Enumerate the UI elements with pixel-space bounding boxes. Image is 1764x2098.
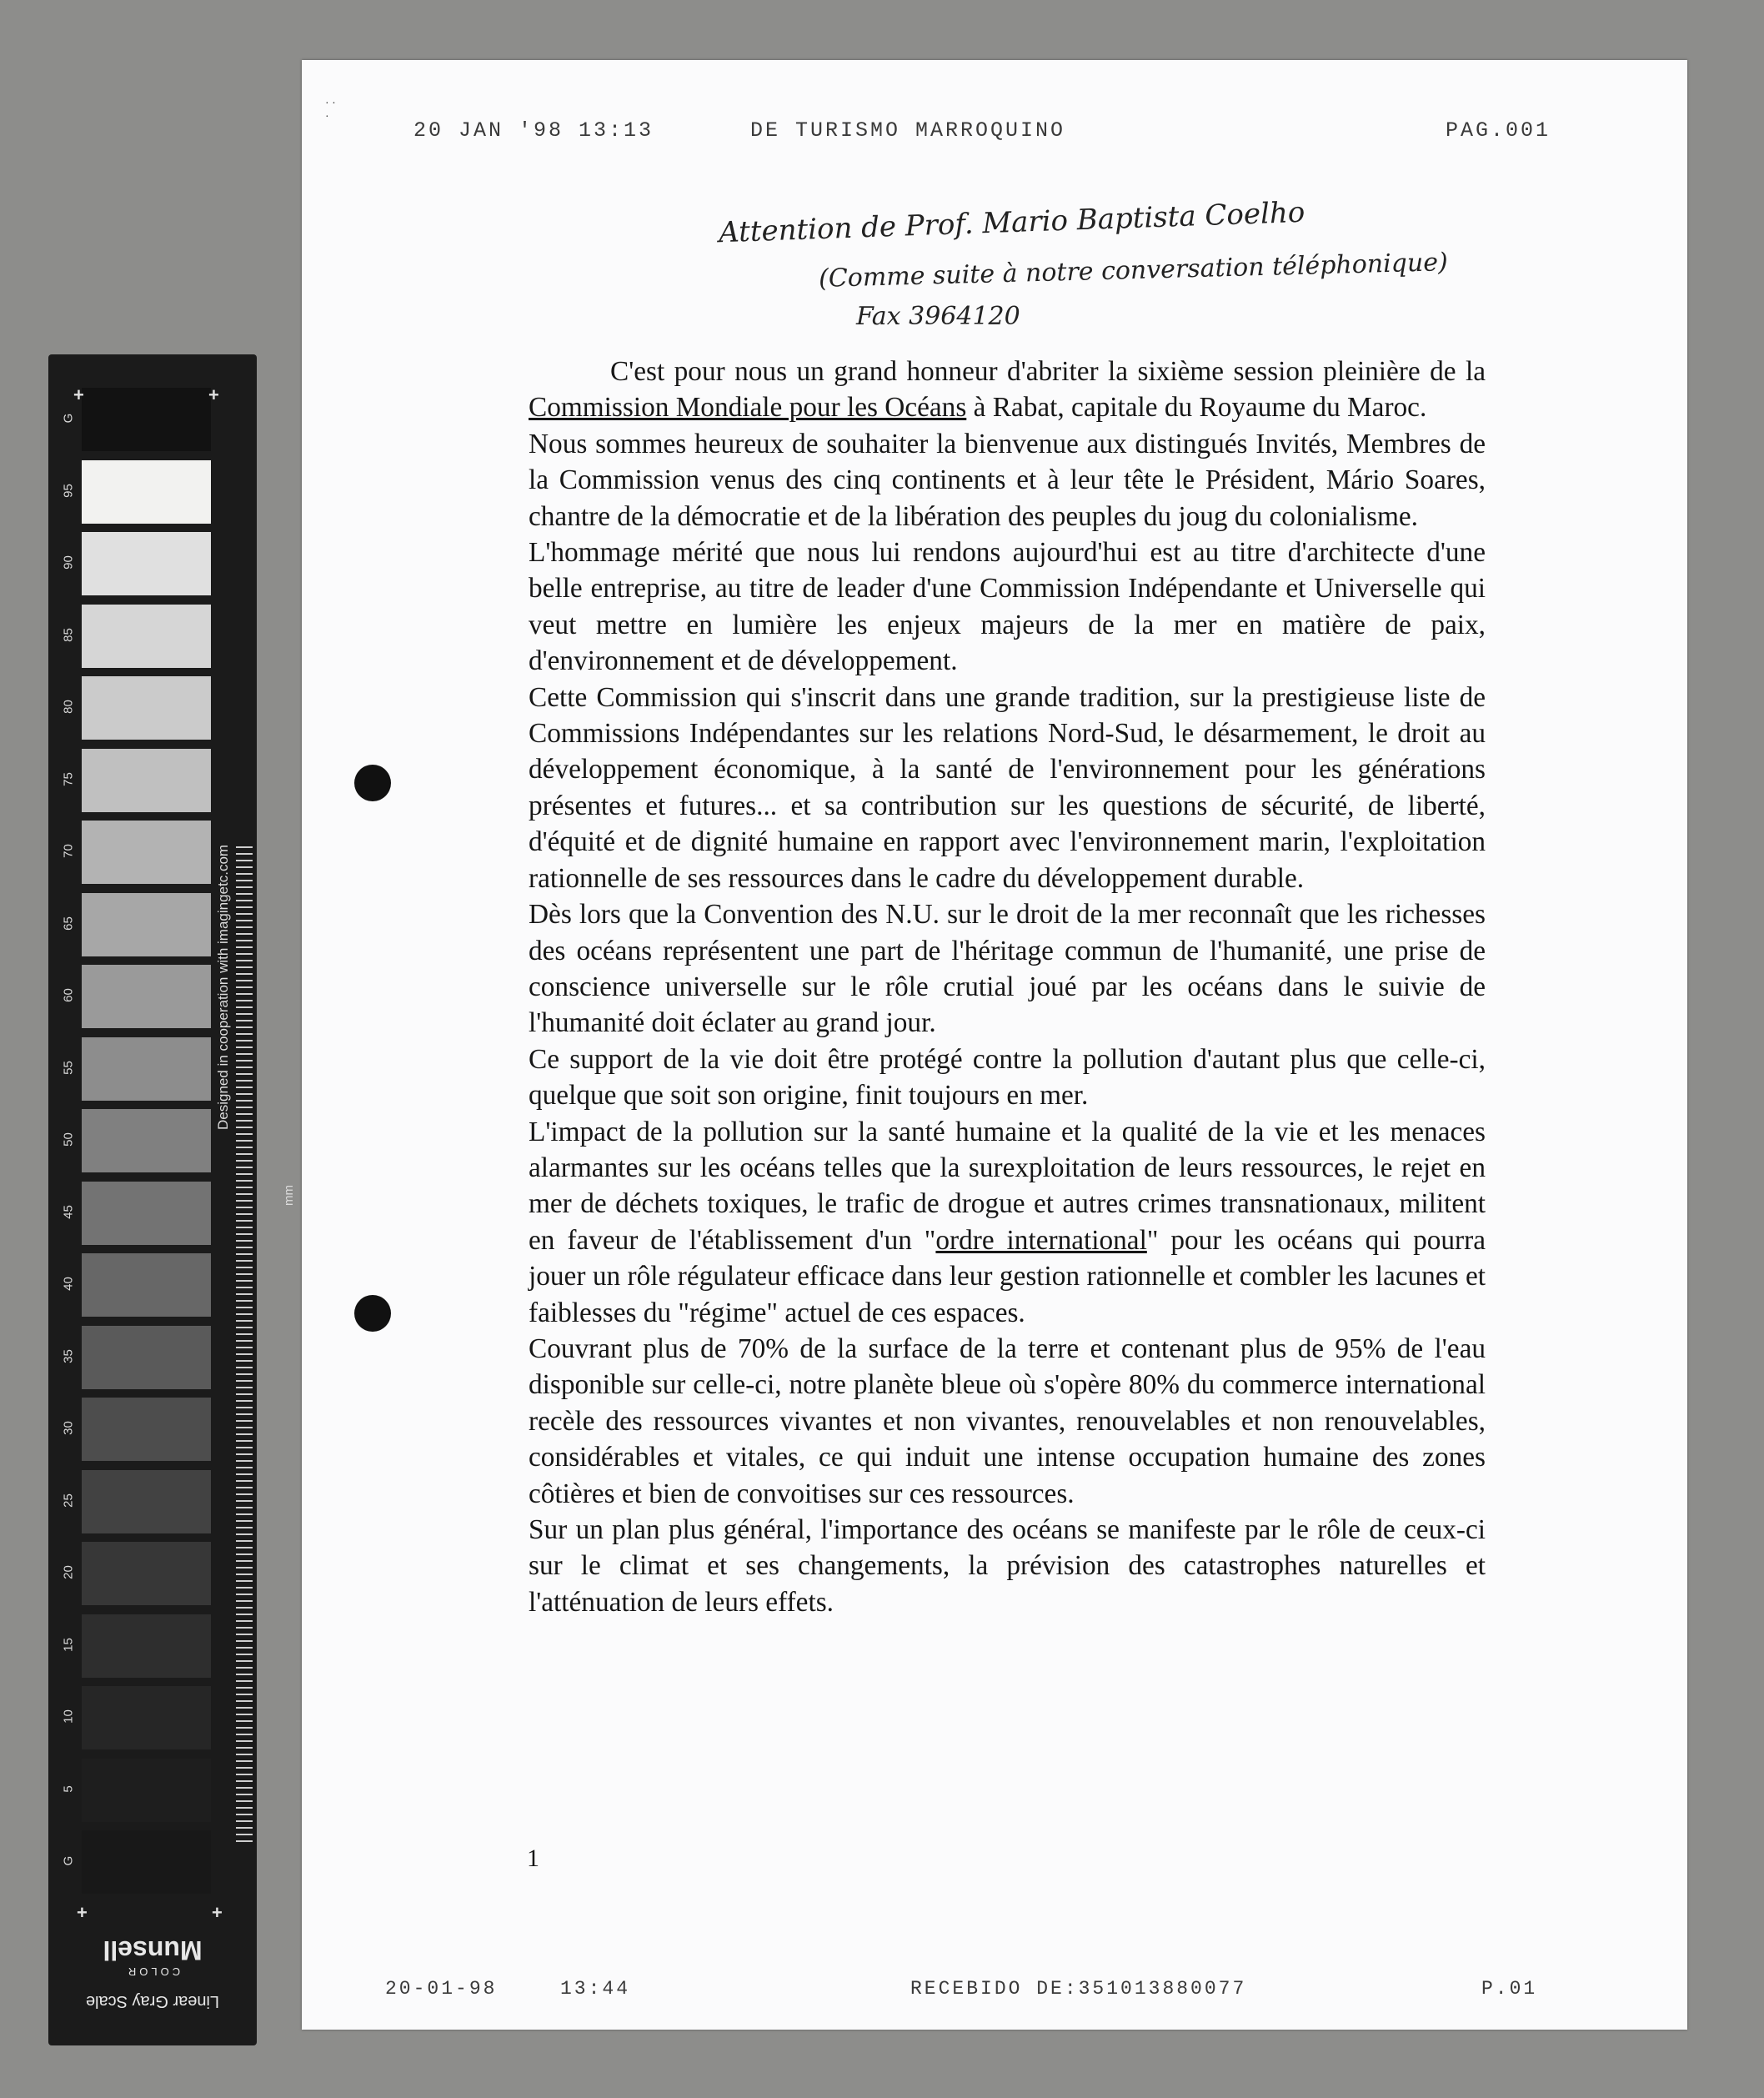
paragraph: Nous sommes heureux de souhaiter la bienvenue aux distingués Invités, Membres de la Commission venus des cinq continents et à leur tête le Président, Mário Soares, chantre de la démocratie et de la libération des peuples du joug du colonialisme. <box>529 428 1486 532</box>
brand-name: Munsell <box>103 1935 203 1965</box>
plus-mark: + <box>73 384 84 405</box>
page-number: 1 <box>527 1845 539 1872</box>
gray-patch <box>82 1326 211 1389</box>
gray-patch <box>82 893 211 956</box>
gray-scale-label: 5 <box>61 1784 76 1793</box>
scale-name: Linear Gray Scale <box>85 1992 220 2010</box>
fax-footer-received: RECEBIDO DE:351013880077 <box>910 1978 1247 2000</box>
paragraph: L'hommage mérité que nous lui rendons aujourd'hui est au titre d'architecte d'une belle entreprise, au titre de leader d'une Commission Indépendante et Universelle qui veut mettre en lumière les enjeux majeurs de la mer en matière de paix, d'environnement et de développement. <box>529 537 1486 677</box>
gray-patch <box>82 605 211 668</box>
gray-scale-label: 70 <box>61 844 76 858</box>
gray-patch <box>82 1542 211 1605</box>
gray-patch <box>82 1182 211 1245</box>
fax-header-page: PAG.001 <box>1446 118 1551 143</box>
gray-scale-label: 55 <box>61 1060 76 1075</box>
gray-scale-label: 20 <box>61 1565 76 1579</box>
text: " pour les océans qui pourra jouer un rôle régulateur efficace dans leur gestion rationnelle et combler les lacunes et faiblesses du "régime" actuel de ces espaces. <box>529 1224 1486 1328</box>
gray-patch <box>82 1398 211 1461</box>
handwritten-attention: Attention de Prof. Mario Baptista Coelho <box>718 195 1305 250</box>
handwritten-fax: Fax 3964120 <box>856 302 1020 331</box>
gray-patch <box>82 965 211 1028</box>
gray-scale-label: 95 <box>61 483 76 498</box>
designed-credit: Designed in cooperation with imagingetc.com <box>215 844 231 1130</box>
gray-scale-strip <box>48 354 296 2045</box>
gray-scale-label: 15 <box>61 1637 76 1652</box>
paragraph: Cette Commission qui s'inscrit dans une grande tradition, sur la prestigieuse liste de Commissions Indépendantes sur les relations Nord-Sud, le désarmement, le droit au développement économique, à la santé de l'environnement pour les générations présentes et futures... et sa contribution sur les questions de sécurité, de liberté, d'équité et de dignité humaine en rapport avec l'environnement marin, l'exploitation rationnelle de ses ressources dans le cadre du développement durable. <box>529 681 1486 894</box>
gray-patch <box>82 676 211 740</box>
fax-header-sender: DE TURISMO MARROQUINO <box>750 118 1066 143</box>
munsell-brand <box>69 1935 236 2010</box>
gray-scale-label: G <box>61 1855 76 1866</box>
paragraph <box>529 354 1486 426</box>
gray-patch <box>82 1109 211 1172</box>
text: L'impact de la pollution sur la santé humaine et la qualité de la vie et les menaces alarmantes sur les océans telles que la surexploitation de leurs ressources, le rejet en mer de déchets toxiques, le trafic de drogue et autres crimes transnationaux, militent en faveur de l'établissement d'un " <box>529 1116 1486 1256</box>
punch-hole <box>354 765 391 801</box>
handwritten-note: (Comme suite à notre conversation téléphonique) <box>818 248 1449 294</box>
gray-patch <box>82 1037 211 1101</box>
text: C'est pour nous un grand honneur d'abriter la sixième session pleinière de la <box>610 356 1486 387</box>
gray-scale-label: 60 <box>61 988 76 1002</box>
gray-patch <box>82 1759 211 1822</box>
gray-patch <box>82 1686 211 1749</box>
gray-scale-label: 90 <box>61 555 76 570</box>
brand-sub: COLOR <box>124 1965 181 1978</box>
paragraph: Couvrant plus de 70% de la surface de la terre et contenant plus de 95% de l'eau disponible sur celle-ci, notre planète bleue où s'opère 80% du commerce international recèle des ressources vivantes et non vivantes, renouvelables et non renouvelables, considérables et vitales, ce qui induit une intense occupation humaine des zones côtières et bien de convoitises sur ces ressources. <box>529 1333 1486 1509</box>
gray-scale-label: 35 <box>61 1348 76 1363</box>
gray-patch <box>82 821 211 884</box>
gray-scale-label: 40 <box>61 1277 76 1291</box>
underlined-text: ordre international <box>935 1224 1147 1256</box>
gray-patch <box>82 1830 211 1894</box>
gray-scale-label: 30 <box>61 1421 76 1435</box>
plus-mark: + <box>77 1902 88 1923</box>
gray-patch <box>82 388 211 451</box>
gray-patches <box>82 388 211 1903</box>
gray-patch <box>82 532 211 595</box>
letter-body <box>529 354 1486 1620</box>
plus-mark: + <box>212 1902 223 1923</box>
gray-scale-label: 50 <box>61 1132 76 1147</box>
paragraph: Ce support de la vie doit être protégé contre la pollution d'autant plus que celle-ci, quelque que soit son origine, finit toujours en mer. <box>529 1043 1486 1112</box>
paragraph: Sur un plan plus général, l'importance des océans se manifeste par le rôle de ceux-ci sur le climat et ses changements, la prévision des catastrophes naturelles et l'atténuation de leurs effets. <box>529 1514 1486 1618</box>
gray-scale-label: G <box>61 413 76 424</box>
plus-mark: + <box>208 384 219 405</box>
gray-scale-label: 10 <box>61 1709 76 1724</box>
fax-footer-date: 20-01-98 <box>385 1978 498 2000</box>
punch-hole <box>354 1295 391 1332</box>
gray-scale-label: 80 <box>61 700 76 714</box>
paragraph: Dès lors que la Convention des N.U. sur le droit de la mer reconnaît que les richesses des océans représentent une part de l'héritage commun de l'humanité, une prise de conscience universelle sur le rôle crutial joué par les océans dans le suivie de l'humanité doit éclater au grand jour. <box>529 899 1486 1039</box>
scan-marks: · · · <box>325 98 336 123</box>
gray-scale-label: 85 <box>61 627 76 642</box>
gray-scale-label: 25 <box>61 1493 76 1508</box>
fax-footer-time: 13:44 <box>560 1978 631 2000</box>
gray-scale-label: 45 <box>61 1204 76 1219</box>
gray-patch <box>82 1470 211 1533</box>
text: à Rabat, capitale du Royaume du Maroc. <box>966 392 1427 424</box>
gray-patch <box>82 1614 211 1678</box>
mm-ruler <box>236 846 253 1847</box>
mm-label: mm <box>282 1185 296 1206</box>
fax-header-date: 20 JAN '98 13:13 <box>413 118 654 143</box>
gray-patch <box>82 460 211 524</box>
fax-page <box>302 60 1687 2030</box>
paragraph <box>529 1114 1486 1331</box>
gray-scale-label: 65 <box>61 916 76 931</box>
gray-patch <box>82 1253 211 1317</box>
gray-patch <box>82 749 211 812</box>
underlined-text: Commission Mondiale pour les Océans <box>529 392 967 424</box>
fax-footer-page: P.01 <box>1481 1978 1538 2000</box>
gray-scale-label: 75 <box>61 771 76 786</box>
